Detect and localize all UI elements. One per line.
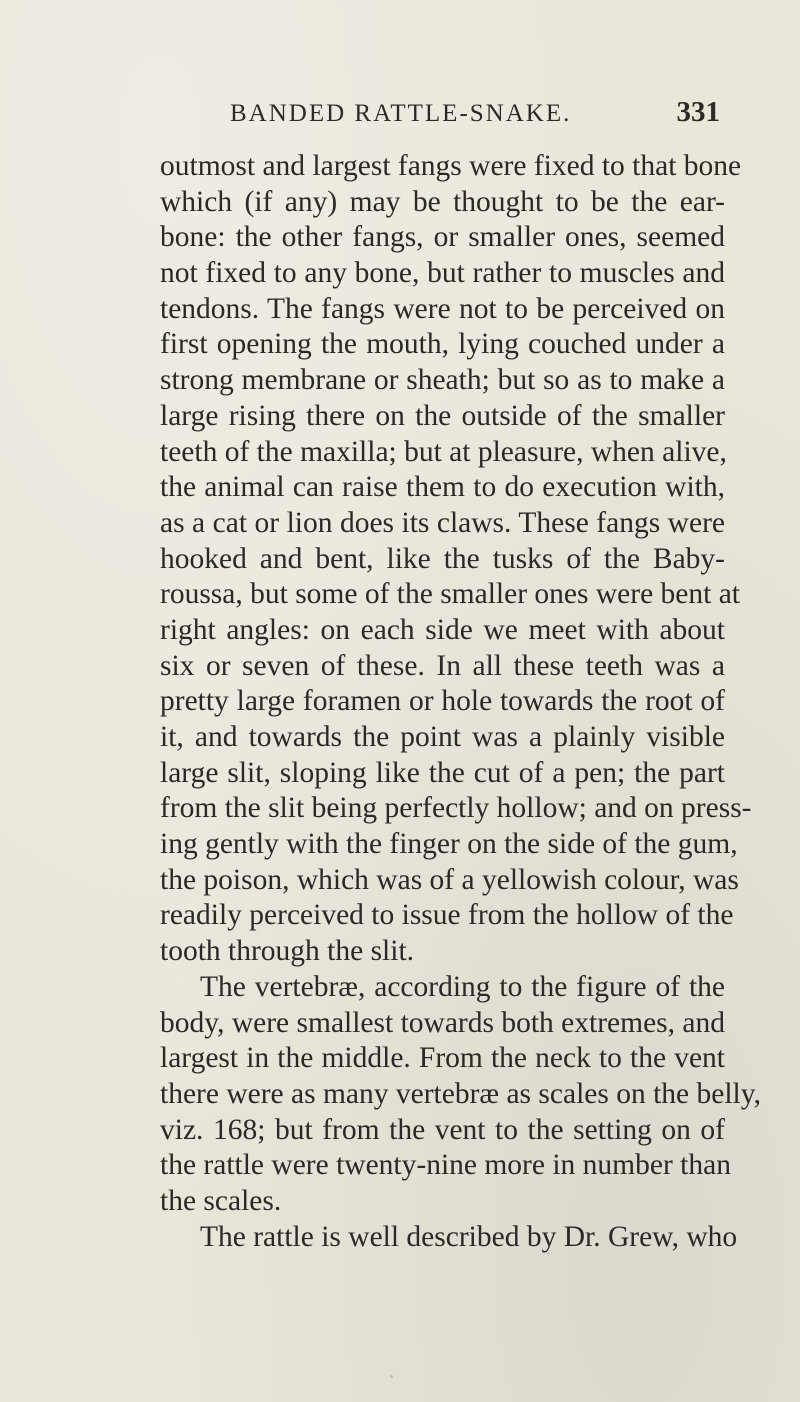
text-line: first opening the mouth, lying couched under a [160,328,725,361]
text-line: large rising there on the outside of the smaller [160,399,725,432]
page-number: 331 [676,96,720,128]
text-line: pretty large foramen or hole towards the root of [160,685,725,718]
running-title: BANDED RATTLE-SNAKE. [230,100,572,127]
text-line: tooth through the slit. [160,935,415,968]
text-line: the poison, which was of a yellowish colour, was [160,863,739,896]
text-line: right angles: on each side we meet with about [160,613,725,646]
text-line: tendons. The fangs were not to be perceived on [160,292,725,325]
paragraph-fangs [160,149,752,970]
text-line: large slit, sloping like the cut of a pen; the part [160,756,725,789]
paragraph-vertebrae [160,970,761,1220]
text-line: the animal can raise them to do execution with, [160,471,725,504]
text-line: outmost and largest fangs were fixed to that bone [160,150,742,182]
text-line: there were as many vertebræ as scales on the belly, [160,1077,761,1110]
text-line: from the slit being perfectly hollow; and on press- [160,792,752,825]
text-line: roussa, but some of the smaller ones were bent at [160,578,741,611]
text-line: viz. 168; but from the vent to the setting on of [160,1113,725,1146]
text-line: The vertebræ, according to the figure of the [200,970,725,1003]
paper-speck [390,1375,393,1378]
text-line: teeth of the maxilla; but at pleasure, when alive, [160,435,727,468]
text-line: strong membrane or sheath; but so as to make a [160,364,725,397]
text-line: as a cat or lion does its claws. These fangs were [160,506,725,539]
paper-speck [704,1060,707,1063]
running-head [160,96,720,140]
text-line: the rattle were twenty-nine more in number than [160,1149,731,1182]
text-line: The rattle is well described by Dr. Grew, who [200,1220,738,1253]
text-line: hooked and bent, like the tusks of the Baby- [160,542,725,575]
text-line: ing gently with the finger on the side of the gum, [160,828,738,861]
text-line: not fixed to any bone, but rather to muscles and [160,257,725,290]
text-line: body, were smallest towards both extremes, and [160,1006,725,1039]
body-text [160,149,761,1255]
text-line: six or seven of these. In all these teeth was a [160,649,725,682]
text-line: which (if any) may be thought to be the ear- [160,185,725,218]
text-line: largest in the middle. From the neck to the vent [160,1042,725,1075]
text-line: the scales. [160,1184,282,1217]
text-line: it, and towards the point was a plainly visible [160,721,725,753]
text-line: bone: the other fangs, or smaller ones, seemed [160,221,725,254]
text-line: readily perceived to issue from the hollow of the [160,899,734,932]
paragraph-rattle [160,1220,738,1256]
paper-speck [612,740,615,743]
